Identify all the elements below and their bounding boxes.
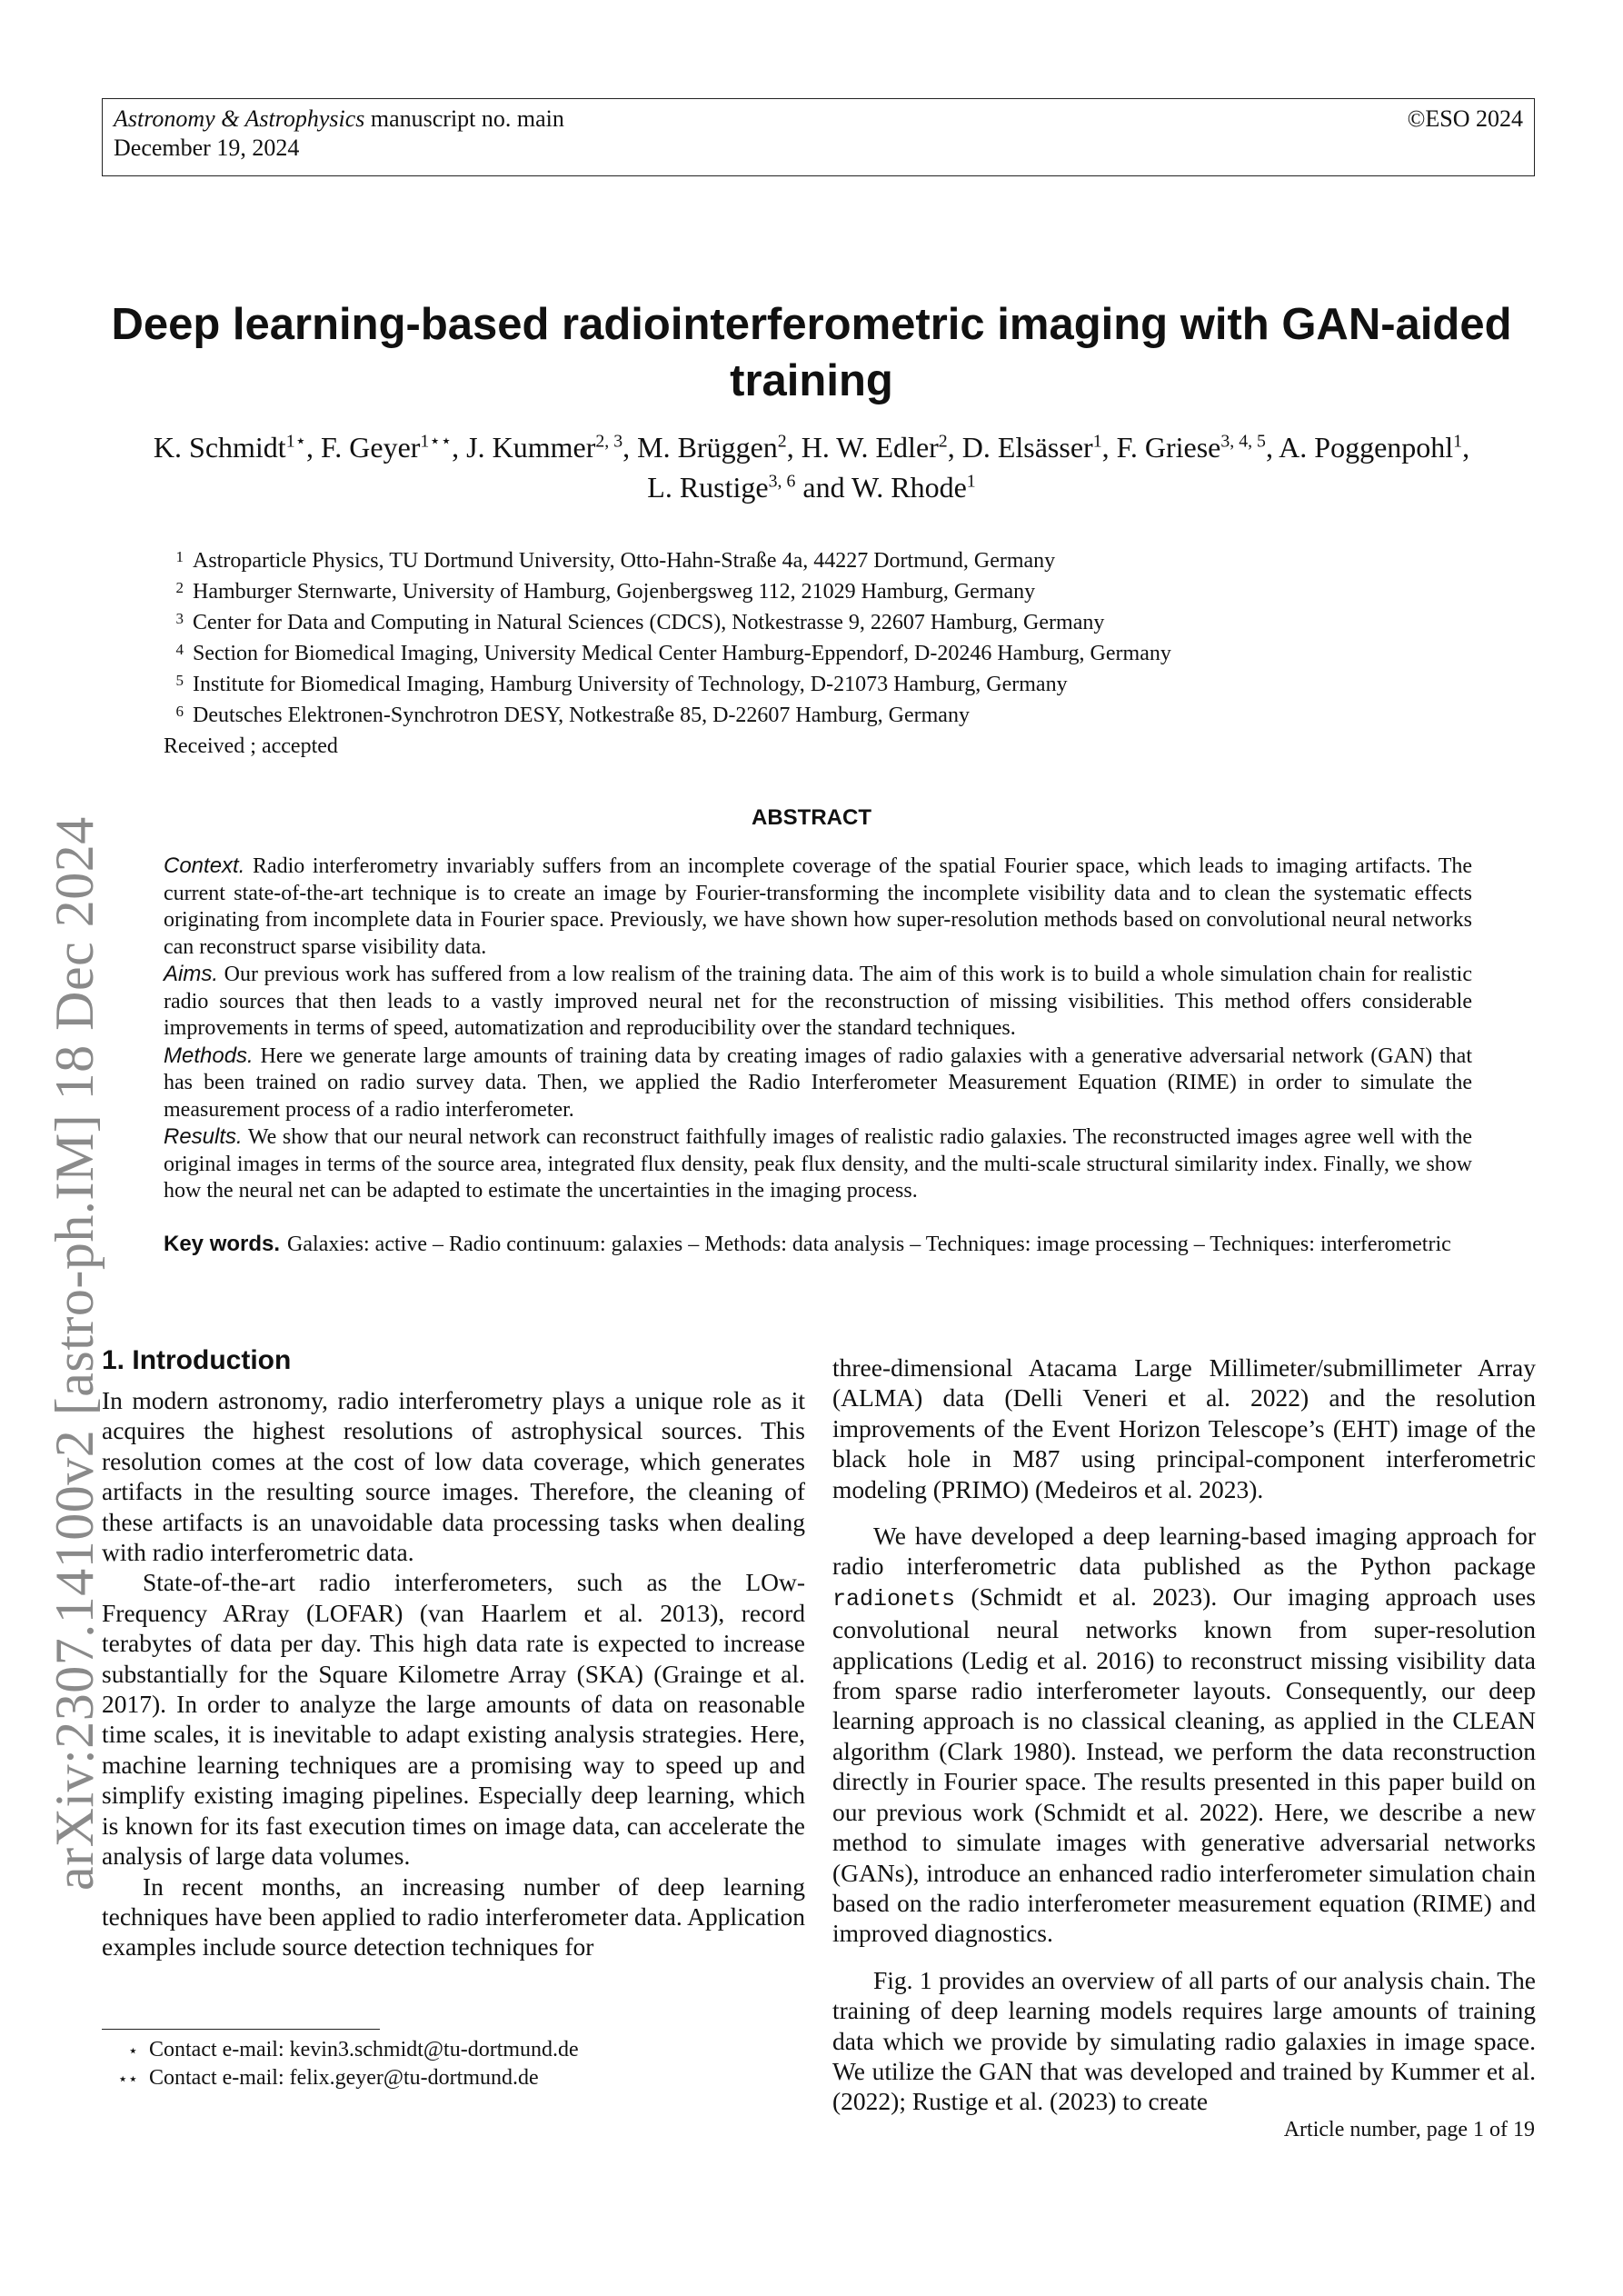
author-list: K. Schmidt$^{1⋆}$, F. Geyer$^{1⋆⋆}$, J. Kummer$^{2, 3}$, M. Brüggen$^2$, H. W. Edler$^2$, D. Elsässer$^1$, F. Griese$^{3, 4, 5}$, A. Poggenpohl$^1$, L. Rustige$^{3, 6}$ and W. Rhode$^1$ [153, 431, 1470, 504]
abstract-heading: ABSTRACT [752, 805, 871, 830]
header-journal-info [114, 105, 564, 163]
paragraph: We have developed a deep learning-based imaging approach for radio interferometric data published as the Python package radionets (Schmidt et al. 2023). Our imaging approach uses convolutional neural networks known from super-resolution applications (Ledig et al. 2016) to reconstruct missing visibility data from sparse radio interferometer layouts. Consequently, our deep learning approach is no classical cleaning, as applied in the CLEAN algorithm (Clark 1980). Instead, we perform the data reconstruction directly in Fourier space. The results presented in this paper build on our previous work (Schmidt et al. 2022). Here, we describe a new method to simulate images with generative adversarial networks (GANs), introduce an enhanced radio interferometer simulation chain based on the radio interferometer measurement equation (RIME) and improved diagnostics. [832, 1522, 1536, 1948]
paper-title: Deep learning-based radiointerferometric imaging with GAN-aided training [111, 300, 1512, 405]
author: F. Griese$^{3, 4, 5}$ [1116, 431, 1266, 464]
keywords-text: Galaxies: active – Radio continuum: galaxies – Methods: data analysis – Techniques: image processing – Techniques: interferometric [287, 1233, 1451, 1256]
affiliation: 2 Hamburger Sternwarte, University of Hamburg, Gojenbergsweg 112, 21029 Hamburg, Germany [175, 579, 1036, 604]
abstract-methods: Methods. Here we generate large amounts of training data by creating images of radio galaxies with a generative adversarial network (GAN) that has been trained on radio survey data. Then, we applied the Radio Interferometer Measurement Equation (RIME) in order to simulate the measurement process of a radio interferometer. [164, 1043, 1473, 1122]
affiliation: 4 Section for Biomedical Imaging, University Medical Center Hamburg-Eppendorf, D-20246 Hamburg, Germany [175, 641, 1171, 665]
header-date: December 19, 2024 [114, 135, 300, 161]
author: D. Elsässer$^1$ [961, 431, 1102, 464]
section-heading: 1. Introduction [102, 1345, 292, 1375]
author: K. Schmidt$^{1⋆}$ [153, 431, 307, 464]
author: M. Brüggen$^2$ [637, 431, 787, 464]
affiliation: 1 Astroparticle Physics, TU Dortmund University, Otto-Hahn-Straße 4a, 44227 Dortmund, Germany [175, 548, 1056, 573]
paragraph: In recent months, an increasing number of deep learning techniques have been applied to radio interferometer data. Application examples include source detection techniques for [102, 1872, 805, 1962]
author: L. Rustige$^{3, 6}$ [647, 471, 796, 504]
author: F. Geyer$^{1⋆⋆}$ [321, 431, 453, 464]
right-column [832, 1353, 1536, 2117]
paragraph: In modern astronomy, radio interferometry plays a unique role as it acquires the highest resolutions of astrophysical sources. This resolution comes at the cost of low data coverage, which generates artifacts in the resulting source images. Therefore, the cleaning of these artifacts is an unavoidable data processing tasks when dealing with radio interferometric data. [102, 1386, 805, 1567]
author: H. W. Edler$^2$ [801, 431, 948, 464]
manuscript-number: manuscript no. main [370, 105, 564, 132]
keywords-label: Key words. [164, 1232, 281, 1256]
affiliation-list [164, 544, 1171, 729]
abstract [164, 853, 1472, 1205]
abstract-context: Context. Radio interferometry invariably suffers from an incomplete coverage of the spatial Fourier space, which leads to imaging artifacts. The current state-of-the-art technique is to create an image by Fourier-transforming the incomplete visibility data and to clean the systematic effects originating from incomplete data in Fourier space. Previously, we have shown how super-resolution methods based on convolutional neural networks can reconstruct sparse visibility data. [164, 854, 1473, 959]
abstract-aims: Aims. Our previous work has suffered from a low realism of the training data. The aim of this work is to build a whole simulation chain for realistic radio sources that then leads to a vastly improved neural net for the reconstruction of missing visibilities. This method offers considerable improvements in terms of speed, automatization and reproducibility over the standard techniques. [164, 962, 1472, 1040]
journal-name: Astronomy & Astrophysics [114, 105, 365, 132]
author: W. Rhode$^1$ [851, 471, 976, 504]
affiliation: 6 Deutsches Elektronen-Synchrotron DESY, Notkestraße 85, D-22607 Hamburg, Germany [175, 703, 970, 727]
footnote-divider [102, 2029, 380, 2030]
affiliation: 3 Center for Data and Computing in Natural Sciences (CDCS), Notkestrasse 9, 22607 Hamburg, Germany [175, 610, 1105, 634]
package-name: radionets [832, 1585, 956, 1612]
footnote: ⋆ Contact e-mail: kevin3.schmidt@tu-dortmund.de [127, 2038, 579, 2061]
paragraph: three-dimensional Atacama Large Millimeter/submillimeter Array (ALMA) data (Delli Veneri et al. 2022) and the resolution improvements of the Event Horizon Telescope’s (EHT) image of the black hole in M87 using principal-component interferometric modeling (PRIMO) (Medeiros et al. 2023). [832, 1353, 1536, 1503]
arxiv-side-stamp[interactable]: arXiv:2307.14100v2 [astro-ph.IM] 18 Dec 2024 [45, 816, 105, 1891]
copyright: ©ESO 2024 [1407, 105, 1523, 132]
page-footer: Article number, page 1 of 19 [1283, 2118, 1535, 2141]
paragraph: State-of-the-art radio interferometers, such as the LOw-Frequency ARray (LOFAR) (van Haarlem et al. 2013), record terabytes of data per day. This high data rate is expected to increase substantially for the Square Kilometre Array (SKA) (Grainge et al. 2017). In order to analyze the large amounts of data on reasonable time scales, it is inevitable to adapt existing analysis strategies. Here, machine learning techniques are a promising way to speed up and simplify existing imaging pipelines. Especially deep learning, which is known for its fast execution times on image data, can accelerate the analysis of large data volumes. [102, 1568, 805, 1871]
author: J. Kummer$^{2, 3}$ [466, 431, 623, 464]
affiliation: 5 Institute for Biomedical Imaging, Hamburg University of Technology, D-21073 Hamburg, Germany [175, 672, 1068, 696]
received-accepted: Received ; accepted [164, 734, 338, 758]
left-column [102, 1385, 805, 1962]
abstract-results: Results. We show that our neural network can reconstruct faithfully images of realistic radio galaxies. The reconstructed images agree well with the original images in terms of the source area, integrated flux density, peak flux density, and the multi-scale structural similarity index. Finally, we show how the neural net can be adapted to estimate the uncertainties in the imaging process. [164, 1124, 1472, 1203]
footnote: ⋆⋆ Contact e-mail: felix.geyer@tu-dortmund.de [117, 2066, 539, 2090]
manuscript-header [102, 98, 1535, 176]
keywords [164, 1231, 1472, 1258]
author: A. Poggenpohl$^1$ [1279, 431, 1463, 464]
footnotes [102, 2036, 579, 2092]
paragraph: Fig. 1 provides an overview of all parts of our analysis chain. The training of deep learning models requires large amounts of training data which we provide by simulating radio galaxies in image space. We utilize the GAN that was developed and trained by Kummer et al. (2022); Rustige et al. (2023) to create [832, 1965, 1536, 2116]
